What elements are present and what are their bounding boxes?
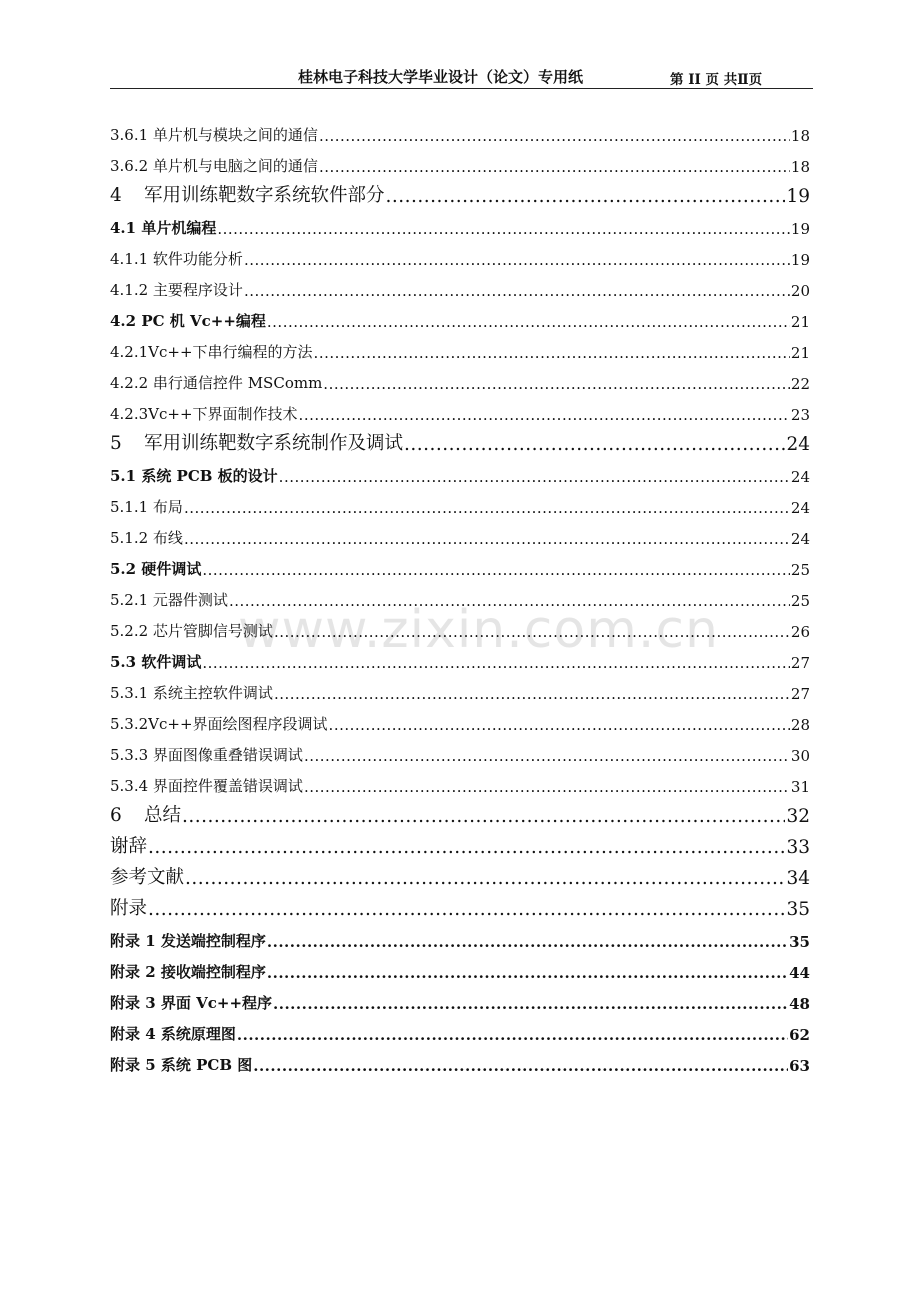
toc-entry-title: 军用训练靶数字系统软件部分	[144, 185, 385, 206]
toc-page-number: 19	[786, 186, 810, 207]
toc-dot-leader	[185, 868, 785, 889]
toc-entry[interactable]	[110, 858, 810, 889]
toc-entry[interactable]	[110, 393, 810, 424]
toc-entry-title: 附录 3 界面 Vc++程序	[110, 994, 273, 1012]
toc-page-number: 24	[790, 499, 810, 517]
toc-dot-leader	[267, 313, 790, 331]
toc-page-number: 18	[790, 127, 810, 145]
toc-entry[interactable]	[110, 889, 810, 920]
header-page-info: 第 II 页 共Ⅱ页	[670, 72, 763, 88]
toc-entry[interactable]	[110, 424, 810, 455]
toc-dot-leader	[304, 747, 790, 765]
toc-page-number: 27	[790, 685, 810, 703]
toc-entry[interactable]	[110, 920, 810, 951]
toc-entry-label	[110, 801, 181, 827]
toc-dot-leader	[279, 468, 790, 486]
toc-entry[interactable]	[110, 734, 810, 765]
toc-page-number: 23	[790, 406, 810, 424]
toc-entry-label	[110, 775, 303, 796]
toc-dot-leader	[148, 837, 785, 858]
toc-entry-label	[110, 124, 318, 145]
toc-entry-label	[110, 894, 147, 920]
toc-entry-label	[110, 496, 183, 517]
toc-entry-label	[110, 403, 298, 424]
toc-entry[interactable]	[110, 486, 810, 517]
toc-dot-leader	[217, 220, 790, 238]
toc-entry-title: 5.1.2 布线	[110, 529, 183, 547]
toc-page-number: 19	[790, 251, 810, 269]
toc-page-number: 28	[790, 716, 810, 734]
toc-entry[interactable]	[110, 672, 810, 703]
toc-entry-label	[110, 1054, 252, 1075]
toc-entry-title: 5.2 硬件调试	[110, 560, 202, 578]
toc-entry-title: 5.3.3 界面图像重叠错误调试	[110, 746, 303, 764]
toc-page-number: 44	[789, 964, 810, 982]
toc-entry-title: 军用训练靶数字系统制作及调试	[144, 433, 404, 454]
toc-entry[interactable]	[110, 331, 810, 362]
toc-dot-leader	[386, 186, 786, 207]
toc-entry[interactable]	[110, 114, 810, 145]
toc-entry-label	[110, 155, 318, 176]
toc-entry-title: 4.1.2 主要程序设计	[110, 281, 243, 299]
toc-dot-leader	[267, 964, 788, 982]
toc-entry[interactable]	[110, 548, 810, 579]
toc-entry[interactable]	[110, 703, 810, 734]
toc-dot-leader	[404, 434, 785, 455]
toc-entry-label	[110, 372, 322, 393]
toc-entry-title: 总结	[144, 805, 182, 826]
toc-entry-label	[110, 744, 303, 765]
header-divider	[110, 88, 813, 89]
toc-page-number: 25	[790, 592, 810, 610]
toc-page-number: 20	[790, 282, 810, 300]
toc-entry-title: 5.3 软件调试	[110, 653, 202, 671]
toc-entry-label	[110, 713, 328, 734]
toc-entry-label	[110, 248, 243, 269]
toc-page-number: 26	[790, 623, 810, 641]
toc-entry-label	[110, 682, 273, 703]
toc-entry[interactable]	[110, 827, 810, 858]
toc-page-number: 24	[786, 434, 810, 455]
toc-page-number: 21	[790, 313, 810, 331]
toc-entry-label	[110, 181, 385, 207]
toc-entry[interactable]	[110, 1013, 810, 1044]
toc-entry[interactable]	[110, 362, 810, 393]
toc-page-number: 35	[786, 899, 810, 920]
toc-page-number: 25	[790, 561, 810, 579]
toc-entry-title: 5.2.1 元器件测试	[110, 591, 228, 609]
toc-entry-title: 参考文献	[110, 867, 185, 888]
toc-page-number: 32	[786, 806, 810, 827]
table-of-contents	[110, 114, 810, 1075]
toc-entry[interactable]	[110, 641, 810, 672]
toc-entry[interactable]	[110, 300, 810, 331]
toc-entry[interactable]	[110, 145, 810, 176]
toc-entry-title: 4.1 单片机编程	[110, 219, 217, 237]
toc-entry-title: 谢辞	[110, 836, 148, 857]
toc-dot-leader	[229, 592, 790, 610]
toc-entry-title: 附录	[110, 898, 148, 919]
toc-entry-label	[110, 651, 201, 672]
toc-entry-label	[110, 930, 266, 951]
toc-dot-leader	[253, 1057, 788, 1075]
toc-chapter-number: 4	[110, 185, 122, 206]
toc-dot-leader	[184, 499, 790, 517]
toc-entry-title: 5.2.2 芯片管脚信号测试	[110, 622, 273, 640]
toc-entry-title: 5.3.1 系统主控软件调试	[110, 684, 273, 702]
toc-dot-leader	[273, 995, 788, 1013]
toc-entry-title: 3.6.2 单片机与电脑之间的通信	[110, 157, 318, 175]
toc-chapter-number: 6	[110, 805, 122, 826]
toc-dot-leader	[244, 251, 790, 269]
toc-page-number: 62	[789, 1026, 810, 1044]
toc-entry-label	[110, 1023, 236, 1044]
toc-entry-title: 5.1 系统 PCB 板的设计	[110, 467, 278, 485]
toc-entry-title: 附录 2 接收端控制程序	[110, 963, 266, 981]
toc-entry-label	[110, 558, 201, 579]
toc-entry[interactable]	[110, 176, 810, 207]
toc-entry[interactable]	[110, 238, 810, 269]
toc-entry-title: 3.6.1 单片机与模块之间的通信	[110, 126, 318, 144]
toc-entry-title: 5.3.2Vc++界面绘图程序段调试	[110, 715, 328, 733]
toc-dot-leader	[329, 716, 790, 734]
toc-dot-leader	[244, 282, 790, 300]
toc-entry[interactable]	[110, 579, 810, 610]
toc-page-number: 22	[790, 375, 810, 393]
toc-dot-leader	[304, 778, 790, 796]
toc-entry-title: 附录 4 系统原理图	[110, 1025, 236, 1043]
toc-entry[interactable]	[110, 796, 810, 827]
toc-entry[interactable]	[110, 610, 810, 641]
toc-dot-leader	[267, 933, 788, 951]
toc-page-number: 19	[790, 220, 810, 238]
toc-dot-leader	[274, 685, 790, 703]
toc-entry[interactable]	[110, 269, 810, 300]
toc-entry-label	[110, 589, 228, 610]
toc-entry-label	[110, 832, 147, 858]
toc-entry-title: 4.2.1Vc++下串行编程的方法	[110, 343, 313, 361]
toc-dot-leader	[319, 158, 790, 176]
toc-page-number: 24	[790, 468, 810, 486]
toc-page-number: 34	[786, 868, 810, 889]
toc-entry-title: 附录 5 系统 PCB 图	[110, 1056, 253, 1074]
toc-entry-label	[110, 279, 243, 300]
toc-page-number: 33	[786, 837, 810, 858]
toc-entry-label	[110, 620, 273, 641]
toc-page-number: 63	[789, 1057, 810, 1075]
toc-entry[interactable]	[110, 455, 810, 486]
toc-entry[interactable]	[110, 207, 810, 238]
toc-entry-title: 5.1.1 布局	[110, 498, 183, 516]
toc-entry[interactable]	[110, 517, 810, 548]
toc-entry-title: 5.3.4 界面控件覆盖错误调试	[110, 777, 303, 795]
watermark: www.zixin.com.cn	[238, 600, 719, 660]
toc-entry-label	[110, 992, 272, 1013]
toc-entry-title: 4.2.2 串行通信控件 MSComm	[110, 374, 323, 392]
toc-dot-leader	[148, 899, 785, 920]
toc-dot-leader	[299, 406, 790, 424]
toc-entry-label	[110, 961, 266, 982]
toc-entry[interactable]	[110, 1044, 810, 1075]
toc-entry-label	[110, 863, 184, 889]
page-header	[110, 66, 813, 88]
toc-entry-title: 4.2.3Vc++下界面制作技术	[110, 405, 298, 423]
toc-page-number: 18	[790, 158, 810, 176]
toc-dot-leader	[237, 1026, 788, 1044]
toc-entry-label	[110, 429, 403, 455]
toc-dot-leader	[184, 530, 790, 548]
toc-entry-label	[110, 310, 266, 331]
toc-entry-label	[110, 217, 216, 238]
toc-entry-title: 附录 1 发送端控制程序	[110, 932, 266, 950]
toc-entry-label	[110, 527, 183, 548]
toc-entry-title: 4.2 PC 机 Vc++编程	[110, 312, 266, 330]
toc-dot-leader	[202, 561, 790, 579]
toc-entry[interactable]	[110, 982, 810, 1013]
toc-page-number: 48	[789, 995, 810, 1013]
toc-entry-label	[110, 465, 278, 486]
toc-page-number: 30	[790, 747, 810, 765]
toc-dot-leader	[202, 654, 790, 672]
toc-dot-leader	[314, 344, 790, 362]
header-title: 桂林电子科技大学毕业设计（论文）专用纸	[298, 68, 584, 86]
toc-page-number: 21	[790, 344, 810, 362]
toc-page-number: 31	[790, 778, 810, 796]
toc-dot-leader	[323, 375, 790, 393]
toc-chapter-number: 5	[110, 433, 122, 454]
toc-dot-leader	[182, 806, 785, 827]
toc-entry[interactable]	[110, 765, 810, 796]
toc-dot-leader	[274, 623, 790, 641]
toc-entry-label	[110, 341, 313, 362]
toc-dot-leader	[319, 127, 790, 145]
toc-entry[interactable]	[110, 951, 810, 982]
toc-page-number: 35	[789, 933, 810, 951]
toc-page-number: 27	[790, 654, 810, 672]
toc-page-number: 24	[790, 530, 810, 548]
toc-entry-title: 4.1.1 软件功能分析	[110, 250, 243, 268]
